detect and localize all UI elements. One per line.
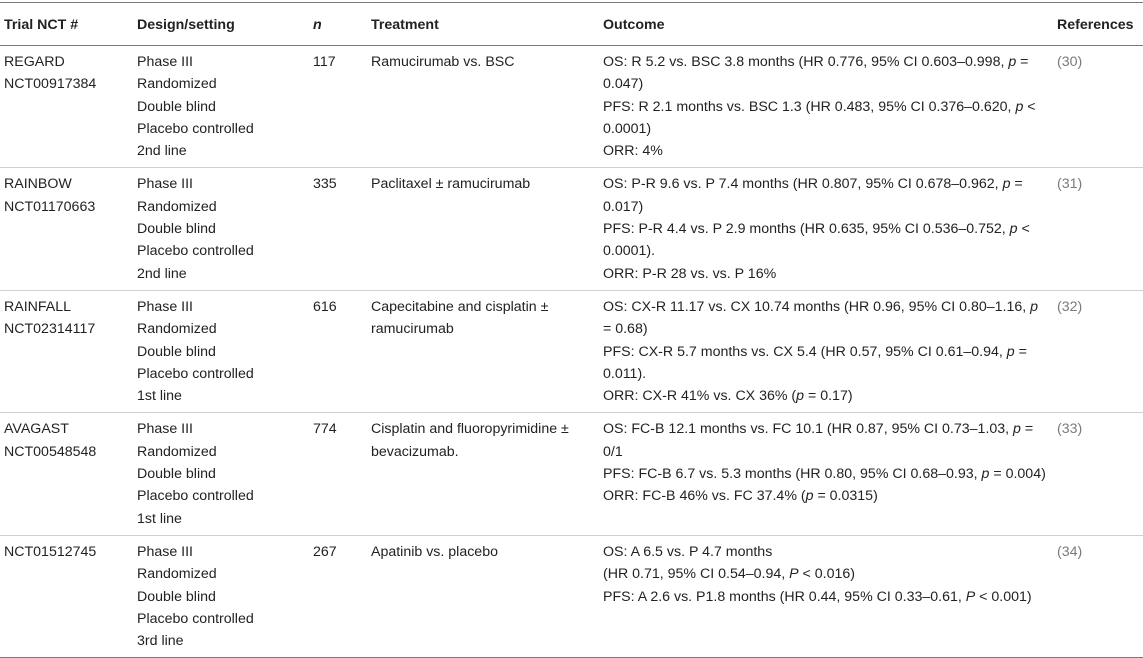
design-item: 3rd line xyxy=(137,633,184,650)
cell-design xyxy=(133,413,309,535)
cell-design xyxy=(133,168,309,290)
clinical-trials-table xyxy=(0,2,1143,658)
table-row xyxy=(0,46,1143,168)
cell-design xyxy=(133,290,309,412)
cell-reference xyxy=(1053,535,1143,657)
outcome-line: (HR 0.71, 95% CI 0.54–0.94, P < 0.016) xyxy=(603,566,855,583)
design-item: Double blind xyxy=(137,588,216,605)
design-item: Double blind xyxy=(137,98,216,115)
design-item: 2nd line xyxy=(137,143,187,160)
cell-treatment: Capecitabine and cisplatin ± ramucirumab xyxy=(367,290,599,412)
outcome-line: ORR: FC-B 46% vs. FC 37.4% (p = 0.0315) xyxy=(603,488,878,505)
outcome-line: PFS: P-R 4.4 vs. P 2.9 months (HR 0.635, 95% CI 0.536–0.752, p < 0.0001). xyxy=(603,221,1030,260)
design-item: 2nd line xyxy=(137,265,187,282)
design-item: Placebo controlled xyxy=(137,365,254,382)
cell-treatment: Paclitaxel ± ramucirumab xyxy=(367,168,599,290)
trial-id: NCT01170663 xyxy=(4,198,96,215)
design-item: 1st line xyxy=(137,510,182,527)
table-row xyxy=(0,535,1143,657)
outcome-line: ORR: 4% xyxy=(603,143,663,160)
trial-name: RAINFALL xyxy=(4,298,72,315)
outcome-line: PFS: A 2.6 vs. P1.8 months (HR 0.44, 95% CI 0.33–0.61, P < 0.001) xyxy=(603,588,1032,605)
outcome-line: PFS: R 2.1 months vs. BSC 1.3 (HR 0.483, 95% CI 0.376–0.620, p < 0.0001) xyxy=(603,98,1036,137)
table-row xyxy=(0,413,1143,535)
trial-id: NCT00548548 xyxy=(4,443,97,460)
cell-design xyxy=(133,46,309,168)
cell-outcome xyxy=(599,290,1053,412)
cell-treatment: Ramucirumab vs. BSC xyxy=(367,46,599,168)
cell-n: 117 xyxy=(309,46,367,168)
reference-link[interactable]: (32) xyxy=(1057,298,1083,315)
design-item: Placebo controlled xyxy=(137,610,254,627)
design-item: Randomized xyxy=(137,321,217,338)
table-row xyxy=(0,290,1143,412)
reference-link[interactable]: (31) xyxy=(1057,176,1083,193)
design-item: Double blind xyxy=(137,466,216,483)
reference-link[interactable]: (34) xyxy=(1057,543,1083,560)
cell-n: 335 xyxy=(309,168,367,290)
design-item: Randomized xyxy=(137,198,217,215)
cell-reference xyxy=(1053,413,1143,535)
design-item: Phase III xyxy=(137,543,193,560)
cell-treatment: Apatinib vs. placebo xyxy=(367,535,599,657)
cell-design xyxy=(133,535,309,657)
cell-trial xyxy=(0,413,133,535)
cell-outcome xyxy=(599,413,1053,535)
trial-name: NCT01512745 xyxy=(4,543,97,560)
header-row xyxy=(0,3,1143,46)
header-treatment: Treatment xyxy=(367,3,599,46)
outcome-line: OS: P-R 9.6 vs. P 7.4 months (HR 0.807, 95% CI 0.678–0.962, p = 0.017) xyxy=(603,176,1023,215)
outcome-line: PFS: FC-B 6.7 vs. 5.3 months (HR 0.80, 95% CI 0.68–0.93, p = 0.004) xyxy=(603,466,1046,483)
cell-reference xyxy=(1053,168,1143,290)
outcome-line: PFS: CX-R 5.7 months vs. CX 5.4 (HR 0.57, 95% CI 0.61–0.94, p = 0.011). xyxy=(603,343,1027,382)
design-item: Double blind xyxy=(137,221,216,238)
cell-trial xyxy=(0,46,133,168)
design-item: Placebo controlled xyxy=(137,243,254,260)
cell-trial xyxy=(0,290,133,412)
header-design: Design/setting xyxy=(133,3,309,46)
outcome-line: ORR: CX-R 41% vs. CX 36% (p = 0.17) xyxy=(603,388,853,405)
trial-name: RAINBOW xyxy=(4,176,72,193)
outcome-line: OS: FC-B 12.1 months vs. FC 10.1 (HR 0.87, 95% CI 0.73–1.03, p = 0/1 xyxy=(603,421,1034,460)
design-item: Randomized xyxy=(137,566,217,583)
cell-outcome xyxy=(599,535,1053,657)
cell-outcome xyxy=(599,168,1053,290)
outcome-line: OS: A 6.5 vs. P 4.7 months xyxy=(603,543,773,560)
design-item: Randomized xyxy=(137,443,217,460)
cell-reference xyxy=(1053,290,1143,412)
cell-treatment: Cisplatin and fluoropyrimidine ± bevacizumab. xyxy=(367,413,599,535)
cell-n: 267 xyxy=(309,535,367,657)
outcome-line: OS: R 5.2 vs. BSC 3.8 months (HR 0.776, 95% CI 0.603–0.998, p = 0.047) xyxy=(603,54,1029,93)
table-header xyxy=(0,3,1143,46)
outcome-line: OS: CX-R 11.17 vs. CX 10.74 months (HR 0.96, 95% CI 0.80–1.16, p = 0.68) xyxy=(603,298,1039,338)
design-item: Double blind xyxy=(137,343,216,360)
trial-name: AVAGAST xyxy=(4,421,69,438)
header-trial: Trial NCT # xyxy=(0,3,133,46)
table-body xyxy=(0,46,1143,658)
header-references: References xyxy=(1053,3,1143,46)
cell-outcome xyxy=(599,46,1053,168)
outcome-line: ORR: P-R 28 vs. vs. P 16% xyxy=(603,265,777,282)
cell-reference xyxy=(1053,46,1143,168)
design-item: Placebo controlled xyxy=(137,488,254,505)
design-item: 1st line xyxy=(137,388,182,405)
trial-name: REGARD xyxy=(4,54,65,70)
design-item: Phase III xyxy=(137,176,193,193)
header-n: n xyxy=(309,3,367,46)
design-item: Randomized xyxy=(137,76,217,93)
design-item: Phase III xyxy=(137,298,193,315)
table-row xyxy=(0,168,1143,290)
design-item: Phase III xyxy=(137,54,193,70)
reference-link[interactable]: (30) xyxy=(1057,54,1083,70)
trial-id: NCT02314117 xyxy=(4,321,96,338)
cell-n: 774 xyxy=(309,413,367,535)
trial-id: NCT00917384 xyxy=(4,76,97,93)
design-item: Phase III xyxy=(137,421,193,438)
header-outcome: Outcome xyxy=(599,3,1053,46)
reference-link[interactable]: (33) xyxy=(1057,421,1083,438)
cell-trial xyxy=(0,535,133,657)
cell-trial xyxy=(0,168,133,290)
cell-n: 616 xyxy=(309,290,367,412)
design-item: Placebo controlled xyxy=(137,120,254,137)
